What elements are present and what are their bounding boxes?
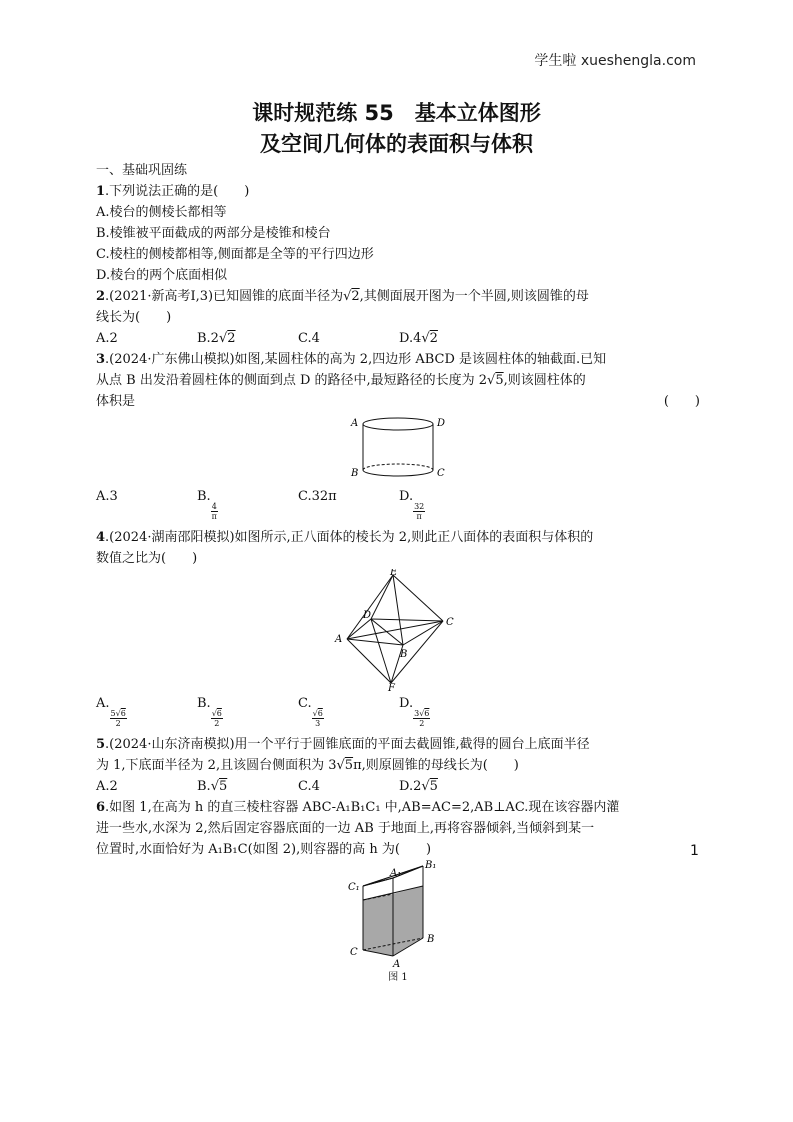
q4-option-c: C. $\frac{√6}{3}$	[298, 696, 323, 728]
q2-stem: 2.(2021·新高考Ⅰ,3)已知圆锥的底面半径为√2,其侧面展开图为一个半圆,则该圆锥的母	[96, 289, 589, 304]
q4-option-b: B. $\frac{√6}{2}$	[197, 696, 222, 728]
cylinder-top-ellipse	[363, 418, 433, 430]
watermark: 学生啦 xueshengla.com	[534, 53, 696, 69]
q3-option-c: C.32π	[298, 489, 337, 504]
label-c: C	[350, 947, 358, 958]
q3-figure	[96, 412, 700, 484]
octahedron-diagram	[333, 569, 463, 691]
q4-options	[96, 693, 700, 728]
content	[96, 160, 700, 984]
q2-option-c: C.4	[298, 331, 320, 346]
edge-ed	[371, 575, 393, 619]
q5-option-b: B.√5	[197, 779, 228, 794]
q3-stem: 3.(2024·广东佛山模拟)如图,某圆柱体的高为 2,四边形 ABCD 是该圆柱体的轴截面.已知	[96, 352, 607, 367]
label-b: B	[351, 468, 359, 479]
q3-option-a: A.3	[96, 489, 118, 504]
label-a: A	[393, 959, 401, 970]
label-c1: C₁	[348, 882, 360, 893]
top-c1a1	[363, 878, 393, 886]
q6-figure-caption: 图 1	[388, 972, 408, 983]
page-title-line1: 课时规范练 55 基本立体图形	[252, 101, 541, 125]
q3-option-b: B. $\frac{4}{\pi}$	[197, 489, 217, 521]
q6-stem-line2: 进一些水,水深为 2,然后固定容器底面的一边 AB 于地面上,再将容器倾斜,当倾斜到某一	[96, 821, 595, 836]
label-a1: A₁	[390, 868, 402, 879]
edge-ec	[393, 575, 443, 621]
q5-options	[96, 776, 700, 797]
prism-container-diagram	[343, 860, 453, 972]
q5-option-a: A.2	[96, 779, 118, 794]
edge-ea	[347, 575, 393, 639]
label-c: C	[446, 617, 454, 628]
cylinder-bottom-front	[363, 470, 433, 476]
q3-stem-line3: 体积是 ( )	[96, 394, 700, 409]
edge-dc	[371, 619, 443, 621]
label-f: F	[388, 683, 395, 691]
page-number: 1	[690, 843, 699, 859]
label-b: B	[427, 934, 435, 945]
label-c: C	[437, 468, 445, 479]
section-heading: 一、基础巩固练	[96, 163, 188, 178]
q6-figure	[96, 860, 700, 972]
cylinder-diagram	[338, 412, 458, 484]
q4-option-a: A. $\frac{5√6}{2}$	[96, 696, 126, 728]
q1-option-c: C.棱柱的侧棱都相等,侧面都是全等的平行四边形	[96, 247, 374, 262]
edge-fc	[391, 621, 443, 683]
q3-stem-line2: 从点 B 出发沿着圆柱体的侧面到点 D 的路径中,最短路径的长度为 2√5,则该圆柱体的	[96, 373, 586, 388]
label-e: E	[390, 569, 398, 578]
q4-figure	[96, 569, 700, 691]
q4-option-d: D. $\frac{3√6}{2}$	[399, 696, 430, 728]
label-d: D	[363, 610, 372, 621]
label-b1: B₁	[425, 860, 437, 871]
diag-db	[371, 619, 403, 645]
q5-option-c: C.4	[298, 779, 320, 794]
label-a: A	[351, 418, 359, 429]
edge-eb	[393, 575, 403, 645]
q3-option-d: D. $\frac{32}{\pi}$	[399, 489, 425, 521]
q2-option-b: B.2√2	[197, 331, 236, 346]
cylinder-bottom-back	[363, 464, 433, 470]
q6-stem-line3: 位置时,水面恰好为 A₁B₁C(如图 2),则容器的高 h 为( )	[96, 842, 432, 857]
q2-stem-line2: 线长为( )	[96, 310, 172, 325]
q4-stem: 4.(2024·湖南邵阳模拟)如图所示,正八面体的棱长为 2,则此正八面体的表面积与体积的	[96, 530, 594, 545]
q6-stem: 6.如图 1,在高为 h 的直三棱柱容器 ABC-A₁B₁C₁ 中,AB=AC=2,AB⊥AC.现在该容器内灌	[96, 800, 620, 815]
q1-option-a: A.棱台的侧棱长都相等	[96, 205, 227, 220]
q5-option-d: D.2√5	[399, 779, 438, 794]
q5-stem: 5.(2024·山东济南模拟)用一个平行于圆锥底面的平面去截圆锥,截得的圆台上底面半径	[96, 737, 590, 752]
q5-stem-line2: 为 1,下底面半径为 2,且该圆台侧面积为 3√5π,则原圆锥的母线长为( )	[96, 758, 519, 773]
label-b: B	[400, 649, 408, 660]
q1-option-b: B.棱锥被平面截成的两部分是棱锥和棱台	[96, 226, 331, 241]
q1-stem: 1.下列说法正确的是( )	[96, 184, 250, 199]
q2-options	[96, 328, 700, 349]
page-title-line2: 及空间几何体的表面积与体积	[260, 132, 533, 156]
q2-option-a: A.2	[96, 331, 118, 346]
label-d: D	[437, 418, 446, 429]
edge-ab	[347, 639, 403, 645]
q1-option-d: D.棱台的两个底面相似	[96, 268, 228, 283]
label-a: A	[335, 634, 343, 645]
q3-options	[96, 486, 700, 521]
q4-stem-line2: 数值之比为( )	[96, 551, 198, 566]
q2-option-d: D.4√2	[399, 331, 438, 346]
